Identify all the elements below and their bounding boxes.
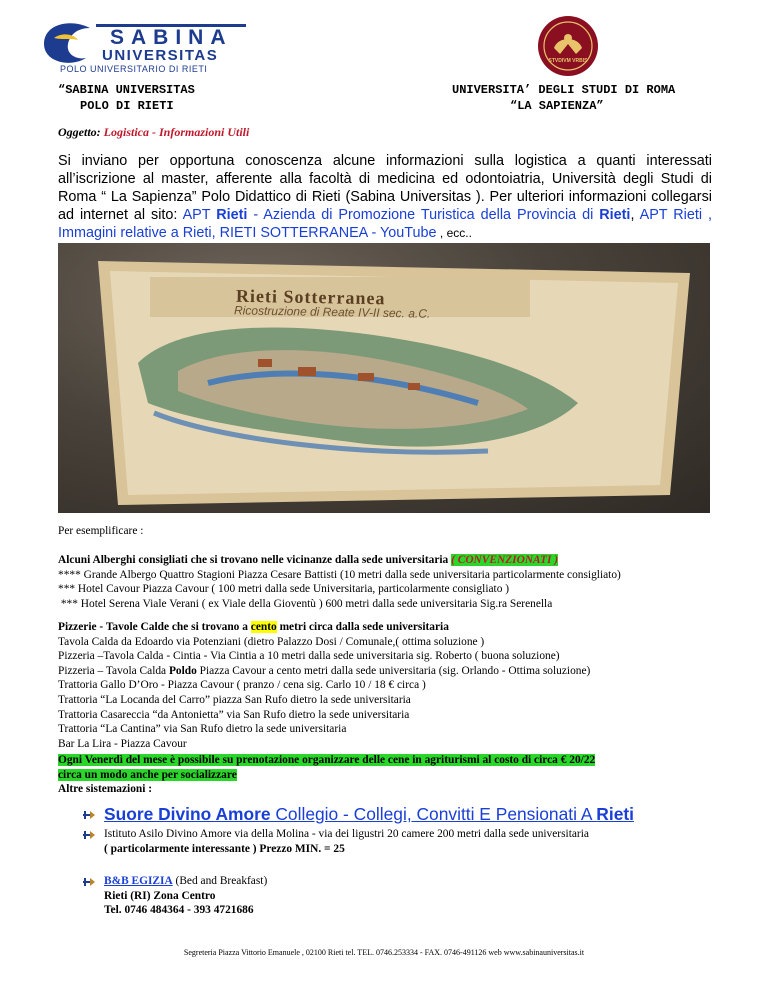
pizzeria-item: Pizzeria –Tavola Calda - Cintia - Via Cintia a 10 metri dalla sede universitaria sig. Roberto ( buona soluzione) <box>58 650 560 663</box>
albergo-item: **** Grande Albergo Quattro Stagioni Piazza Cesare Battisti (10 metri dalla sede universitaria particolarmente consigliato) <box>58 568 621 581</box>
pushpin-bullet-icon <box>82 809 96 821</box>
venerdi-section <box>58 753 738 797</box>
per-esempio: Per esemplificare : <box>58 525 144 537</box>
istituto-line1: Istituto Asilo Divino Amore via della Molina - via dei ligustri 20 camere 200 metri dalla sede universitaria <box>104 828 589 840</box>
logo-subtitle: POLO UNIVERSITARIO DI RIETI <box>60 64 208 74</box>
intro-paragraph <box>58 152 712 242</box>
link-rieti-sotterranea-youtube[interactable]: RIETI SOTTERRANEA - YouTube <box>219 225 437 241</box>
intro-sep3: , <box>211 225 220 241</box>
list-item <box>74 874 734 918</box>
convenzionati-badge: ( CONVENZIONATI ) <box>451 554 559 566</box>
pizzerie-heading: Pizzerie - Tavole Calde che si trovano a cento metri circa dalla sede universitaria <box>58 621 449 633</box>
bb-city: Rieti (RI) Zona Centro <box>104 889 216 902</box>
cento-highlight: cento <box>250 621 277 633</box>
subject-value: Logistica - Informazioni Utili <box>103 125 250 139</box>
bb-tel: Tel. 0746 484364 - 393 4721686 <box>104 904 254 917</box>
pushpin-bullet-icon <box>82 876 96 888</box>
header-right-line1: UNIVERSITA’ DEGLI STUDI DI ROMA <box>452 83 676 97</box>
altre-sistemazioni: Altre sistemazioni : <box>58 783 153 796</box>
subject-line <box>58 125 249 140</box>
pizzeria-item: Tavola Calda da Edoardo via Potenziani (dietro Palazzo Dosi / Comunale,( ottima soluzione ) <box>58 635 485 648</box>
list-item <box>74 803 734 825</box>
rieti-sotterranea-photo <box>58 243 710 513</box>
pizzeria-item: Trattoria Casareccia “da Antonietta” via San Rufo dietro la sede universitaria <box>58 708 410 721</box>
link-bb-egizia[interactable]: B&B EGIZIA <box>104 875 173 888</box>
bb-desc: (Bed and Breakfast) <box>172 875 268 888</box>
header-right-line2: “LA SAPIENZA” <box>510 99 604 113</box>
list-item <box>74 827 734 856</box>
istituto-line2: ( particolarmente interessante ) Prezzo MIN. = 25 <box>104 842 345 855</box>
pizzeria-item-poldo: Pizzeria – Tavola Calda Poldo Piazza Cavour a cento metri dalla sede universitaria (sig. Orlando - Ottima soluzione) <box>58 664 591 677</box>
map-panel-graphic <box>58 243 710 513</box>
seal-text: STVDIVM VRBIS <box>548 58 588 64</box>
link-apt-rieti[interactable]: APT Rieti <box>639 207 703 223</box>
pizzeria-item: Trattoria “La Locanda del Carro” piazza San Rufo dietro la sede universitaria <box>58 693 411 706</box>
link-suore-divino-amore[interactable]: Suore Divino Amore <box>104 804 271 824</box>
link-immagini-rieti[interactable]: Immagini relative a Rieti <box>58 225 212 241</box>
header-left-line1: “SABINA UNIVERSITAS <box>58 83 195 97</box>
pizzeria-item: Trattoria Gallo D’Oro - Piazza Cavour ( pranzo / cena sig. Carlo 10 / 18 € circa ) <box>58 679 426 692</box>
photo-subtitle: Ricostruzione di Reate IV-II sec. a.C. <box>233 303 431 321</box>
photo-title: Rieti Sotterranea <box>235 285 386 309</box>
alberghi-section <box>58 553 738 611</box>
intro-sep1: , <box>630 207 635 223</box>
venerdi-line1: Ogni Venerdì del mese è possibile su prenotazione organizzare delle cene in agriturismi al costo di circa € 20/22 <box>58 754 596 766</box>
venerdi-line2: circa un modo anche per socializzare <box>58 768 237 781</box>
pizzerie-section <box>58 620 738 751</box>
sistemazioni-list <box>74 803 734 918</box>
sapienza-seal <box>536 14 600 78</box>
link-apt-rieti-azienda[interactable]: APT Rieti - Azienda di Promozione Turistica della Provincia di Rieti <box>182 207 631 223</box>
pizzeria-item: Bar La Lira - Piazza Cavour <box>58 737 187 750</box>
alberghi-heading: Alcuni Alberghi consigliati che si trovano nelle vicinanze dalla sede universitaria ( CONVENZIONATI ) <box>58 554 559 566</box>
logo-name2: UNIVERSITAS <box>102 47 219 64</box>
sabina-logo <box>40 14 258 76</box>
subject-label: Oggetto: <box>58 125 101 139</box>
sapienza-seal-icon <box>536 14 600 78</box>
albergo-item: *** Hotel Cavour Piazza Cavour ( 100 metri dalla sede Universitaria, particolarmente consigliato ) <box>58 583 510 596</box>
page-footer: Segreteria Piazza Vittorio Emanuele , 02100 Rieti tel. TEL. 0746.253334 - FAX. 0746-491126 web www.sabinauniversitas.it <box>183 948 585 957</box>
albergo-item: *** Hotel Serena Viale Verani ( ex Viale della Gioventù ) 600 metri dalla sede universitaria Sig.ra Serenella <box>58 597 553 610</box>
link-collegi-convitti[interactable]: Collegio - Collegi, Convitti E Pensionati A Rieti <box>270 804 634 824</box>
intro-sep2: , <box>702 207 713 223</box>
intro-tail: , ecc.. <box>436 226 472 240</box>
header-left-line2: POLO DI RIETI <box>80 99 174 113</box>
pizzeria-item: Trattoria “La Cantina” via San Rufo dietro la sede universitaria <box>58 723 347 736</box>
pushpin-bullet-icon <box>82 829 96 841</box>
logo-name: SABINA <box>110 26 233 49</box>
intro-text: Si inviano per opportuna conoscenza alcune informazioni sulla logistica a quanti interessati all’iscrizione al master, afferente alla facoltà di medicina ed odontoiatria, Università degli Studi di Roma “ La Sapienza” Polo Didattico di Rieti (Sabina Universitas ). Per ulteriori informazioni collegarsi ad internet al sito: <box>58 153 712 223</box>
